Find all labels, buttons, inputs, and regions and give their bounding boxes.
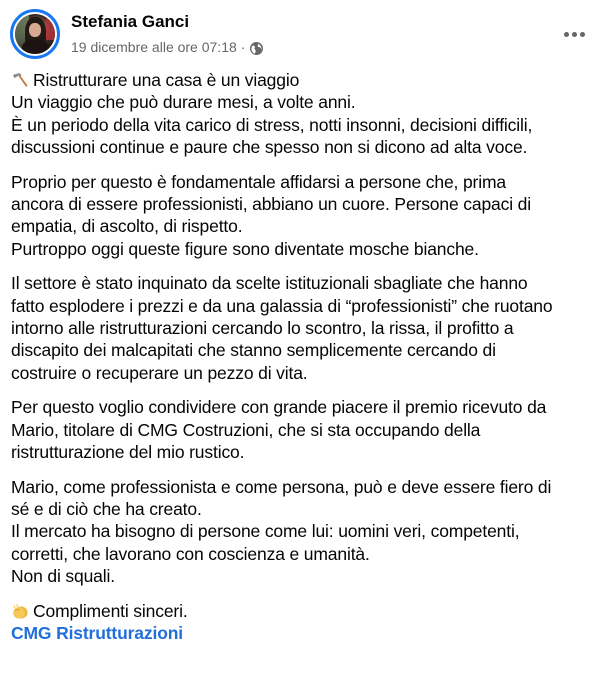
closing-text: Complimenti sinceri. bbox=[33, 600, 188, 621]
post-line-text: Ristrutturare una casa è un viaggio bbox=[33, 70, 300, 90]
clapping-hands-icon bbox=[11, 602, 29, 620]
post-line: Un viaggio che può durare mesi, a volte anni. bbox=[11, 92, 356, 113]
meta-separator: · bbox=[240, 39, 246, 55]
post-line: Mario, titolare di CMG Costruzioni, che si sta occupando della bbox=[11, 419, 481, 440]
post-line: Proprio per questo è fondamentale affidarsi a persone che, prima bbox=[11, 171, 506, 192]
avatar-photo bbox=[15, 14, 55, 54]
post-line: Mario, come professionista e come persona, può e deve essere fiero di bbox=[11, 476, 552, 497]
more-options-button[interactable] bbox=[560, 20, 588, 48]
post-line: È un periodo della vita carico di stress, notti insonni, decisioni difficili, bbox=[11, 114, 533, 135]
post-timestamp[interactable]: 19 dicembre alle ore 07:18 bbox=[71, 39, 237, 55]
post-line bbox=[11, 600, 596, 622]
post-paragraph bbox=[11, 69, 596, 159]
post-line: intorno alle ristrutturazioni cercando lo scontro, la rissa, il profitto a bbox=[11, 318, 514, 339]
post-paragraph bbox=[11, 272, 596, 384]
post-line: ristrutturazione del mio rustico. bbox=[11, 442, 245, 463]
page-mention-link[interactable]: CMG Ristrutturazioni bbox=[11, 622, 183, 643]
post-line: sé e di ciò che ha creato. bbox=[11, 498, 202, 519]
more-options-icon-dot bbox=[580, 32, 585, 37]
post-line: corretti, che lavorano con coscienza e umanità. bbox=[11, 543, 370, 564]
author-avatar[interactable] bbox=[10, 9, 60, 59]
post-line: empatia, di ascolto, di rispetto. bbox=[11, 216, 243, 237]
more-options-icon bbox=[564, 32, 569, 37]
post-line: Il settore è stato inquinato da scelte istituzionali sbagliate che hanno bbox=[11, 273, 528, 294]
post-line: discapito dei malcapitati che stanno semplicemente cercando di bbox=[11, 340, 496, 361]
post-meta bbox=[71, 38, 263, 56]
post-line: Non di squali. bbox=[11, 566, 115, 587]
globe-icon[interactable] bbox=[250, 41, 263, 54]
more-options-icon-dot bbox=[572, 32, 577, 37]
post-closing bbox=[11, 600, 596, 645]
post-line bbox=[11, 69, 596, 91]
post-line: fatto esplodere i prezzi e da una galassia di “professionisti” che ruotano bbox=[11, 295, 553, 316]
post-line: Purtroppo oggi queste figure sono diventate mosche bianche. bbox=[11, 238, 479, 259]
post-line: Per questo voglio condividere con grande piacere il premio ricevuto da bbox=[11, 397, 547, 418]
post-paragraph bbox=[11, 396, 596, 463]
post-paragraph bbox=[11, 476, 596, 588]
post-body bbox=[11, 69, 596, 644]
post-header bbox=[0, 0, 600, 62]
post-line: costruire o recuperare un pezzo di vita. bbox=[11, 362, 308, 383]
author-name[interactable]: Stefania Ganci bbox=[71, 12, 190, 31]
post-line: ancora di essere professionisti, abbiano un cuore. Persone capaci di bbox=[11, 194, 531, 215]
hammer-icon bbox=[11, 71, 29, 89]
post-paragraph bbox=[11, 171, 596, 261]
post-line: discussioni continue e paure che spesso non si dicono ad alta voce. bbox=[11, 137, 528, 158]
post-line: Il mercato ha bisogno di persone come lui: uomini veri, competenti, bbox=[11, 521, 520, 542]
